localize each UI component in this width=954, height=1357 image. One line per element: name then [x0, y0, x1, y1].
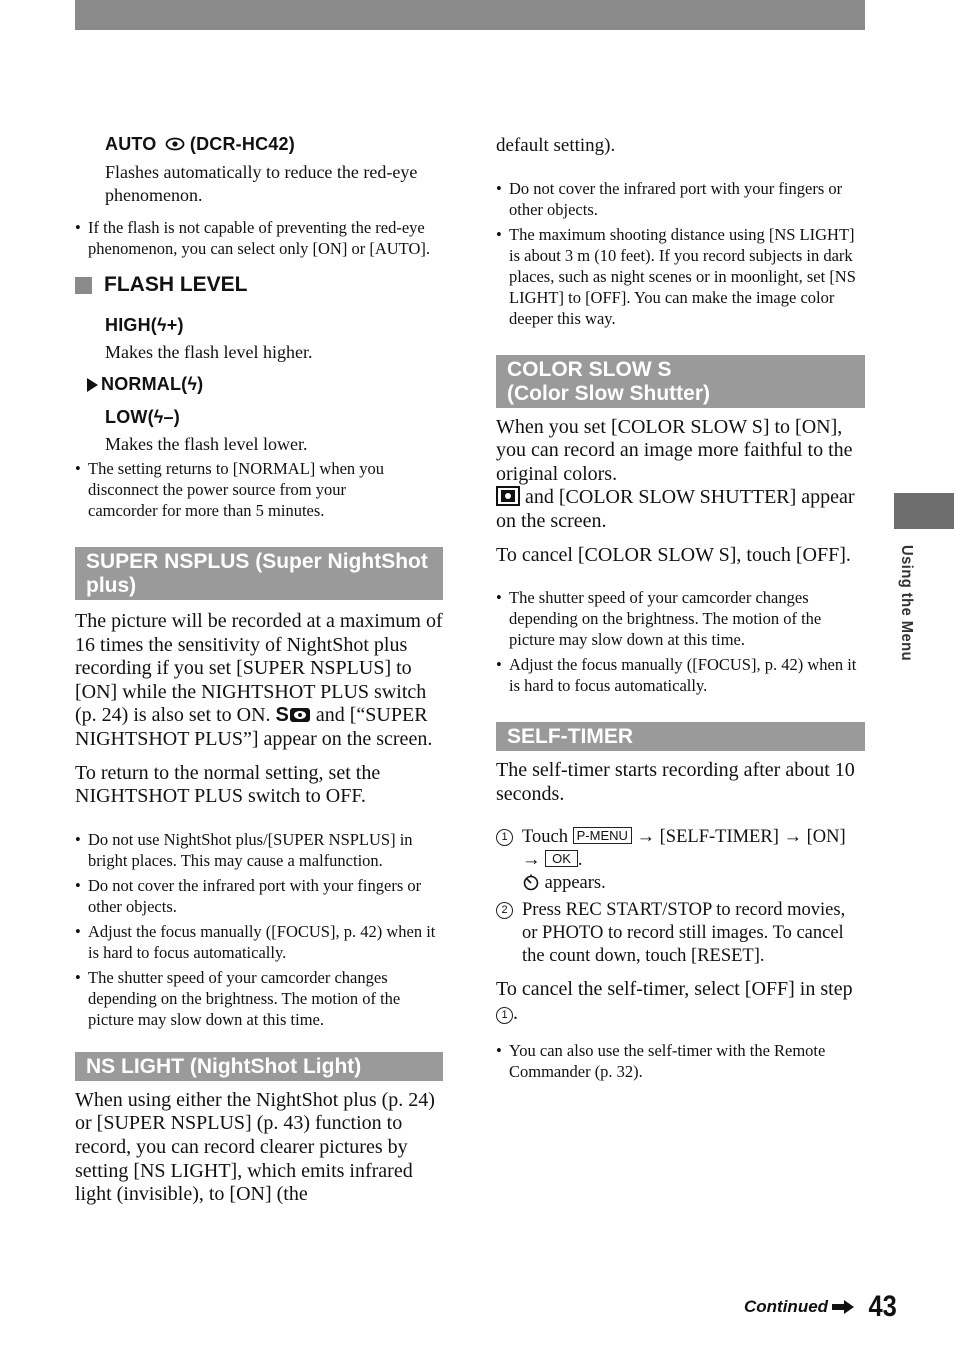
- right-column: [496, 132, 865, 1086]
- section-square-icon: [75, 277, 92, 294]
- ok-button: OK: [545, 850, 578, 867]
- auto-notes: [75, 217, 443, 259]
- high-option-title: HIGH(ϟ+): [105, 315, 184, 335]
- step-number-icon: 2: [496, 902, 513, 919]
- auto-option-title: AUTO (DCR-HC42): [105, 134, 295, 154]
- self-timer-steps: [496, 826, 865, 968]
- super-nsplus-notes: [75, 829, 443, 1030]
- nightshot-eye-icon: [289, 707, 311, 723]
- side-tab-label: Using the Menu: [898, 545, 915, 662]
- low-description: Makes the flash level lower.: [105, 434, 308, 454]
- flash-icon: ϟ+): [157, 315, 184, 335]
- list-item: • Do not cover the infrared port with your fingers or other objects.: [75, 875, 443, 917]
- continued-label: Continued: [744, 1297, 829, 1316]
- flash-level-heading: FLASH LEVEL: [75, 273, 443, 297]
- flash-icon: ϟ–): [153, 407, 180, 427]
- super-nsplus-paragraph-2: To return to the normal setting, set the NIGHTSHOT PLUS switch to OFF.: [75, 761, 381, 808]
- continued-arrow-icon: [832, 1300, 854, 1314]
- step-1: 1 Touch P-MENU → [SELF-TIMER] → [ON] → OK . appears.: [496, 826, 865, 895]
- color-slow-heading: COLOR SLOW S (Color Slow Shutter): [496, 355, 865, 408]
- list-item: • Do not use NightShot plus/[SUPER NSPLUS] in bright places. This may cause a malfunction.: [75, 829, 443, 871]
- list-item: • The shutter speed of your camcorder changes depending on the brightness. The motion of the picture may slow down at this time.: [75, 967, 443, 1030]
- ns-light-paragraph: When using either the NightShot plus (p. 24) or [SUPER NSPLUS] (p. 43) function to record, you can record clearer pictures by setting [NS LIGHT], which emits infrared light (invisible), to [ON] (the: [75, 1088, 435, 1206]
- list-item: • If the flash is not capable of preventing the red-eye phenomenon, you can select only [ON] or [AUTO].: [75, 217, 443, 259]
- low-option-title: LOW(ϟ–): [105, 407, 180, 427]
- ns-light-continued: default setting).: [496, 135, 616, 156]
- color-slow-notes: [496, 587, 865, 696]
- list-item: • The setting returns to [NORMAL] when you disconnect the power source from your camcorder for more than 5 minutes.: [75, 458, 408, 521]
- ns-light-notes: [496, 178, 865, 329]
- red-eye-icon: [165, 137, 185, 151]
- list-item: • You can also use the self-timer with the Remote Commander (p. 32).: [496, 1040, 865, 1082]
- left-column: [75, 132, 443, 1207]
- super-nsplus-heading: SUPER NSPLUS (Super NightShot plus): [75, 547, 443, 600]
- p-menu-button: P-MENU: [573, 827, 632, 844]
- flash-level-notes: [75, 458, 443, 521]
- side-tab-marker: [894, 493, 954, 529]
- normal-option-title: NORMAL(ϟ): [75, 374, 443, 395]
- default-setting-arrow-icon: [87, 378, 98, 392]
- color-slow-paragraph-1: When you set [COLOR SLOW S] to [ON], you can record an image more faithful to the original colors. and [COLOR SLOW SHUTTER] appear on the screen.: [496, 415, 855, 532]
- page-number: 43: [868, 1290, 897, 1323]
- list-item: • The maximum shooting distance using [NS LIGHT] is about 3 m (10 feet). If you record subjects in dark places, such as night scenes or in moonlight, set [NS LIGHT] to [OFF]. You can make the image color deeper this way.: [496, 224, 865, 329]
- list-item: • Do not cover the infrared port with your fingers or other objects.: [496, 178, 865, 220]
- step-2: 2 Press REC START/STOP to record movies, or PHOTO to record still images. To cancel the count down, touch [RESET].: [496, 899, 865, 968]
- super-nsplus-paragraph-1: The picture will be recorded at a maximum of 16 times the sensitivity of NightShot plus recording if you set [SUPER NSPLUS] to [ON] while the NIGHTSHOT PLUS switch (p. 24) is also set to ON. S and [“SUPER NIGHTSHOT PLUS”] appear on the screen.: [75, 610, 443, 750]
- super-nightshot-icon: S: [276, 704, 311, 726]
- list-item: • The shutter speed of your camcorder changes depending on the brightness. The motion of the picture may slow down at this time.: [496, 587, 865, 650]
- high-description: Makes the flash level higher.: [105, 342, 313, 362]
- self-timer-heading: SELF-TIMER: [496, 722, 865, 751]
- list-item: • Adjust the focus manually ([FOCUS], p. 42) when it is hard to focus automatically.: [75, 921, 443, 963]
- color-slow-paragraph-2: To cancel [COLOR SLOW S], touch [OFF].: [496, 543, 851, 566]
- self-timer-cancel: To cancel the self-timer, select [OFF] in step 1 .: [496, 978, 853, 1024]
- self-timer-icon: [522, 873, 540, 891]
- list-item: • Adjust the focus manually ([FOCUS], p. 42) when it is hard to focus automatically.: [496, 654, 865, 696]
- page-footer: [744, 1290, 899, 1324]
- step-number-icon: 1: [496, 1007, 513, 1024]
- flash-icon: ϟ): [187, 374, 204, 394]
- color-slow-shutter-icon: [496, 486, 520, 506]
- auto-description: Flashes automatically to reduce the red-eye phenomenon.: [105, 162, 418, 205]
- ns-light-heading: NS LIGHT (NightShot Light): [75, 1052, 443, 1081]
- self-timer-paragraph: The self-timer starts recording after about 10 seconds.: [496, 759, 855, 805]
- step-number-icon: 1: [496, 829, 513, 846]
- header-bar: [75, 0, 865, 30]
- self-timer-notes: [496, 1040, 865, 1082]
